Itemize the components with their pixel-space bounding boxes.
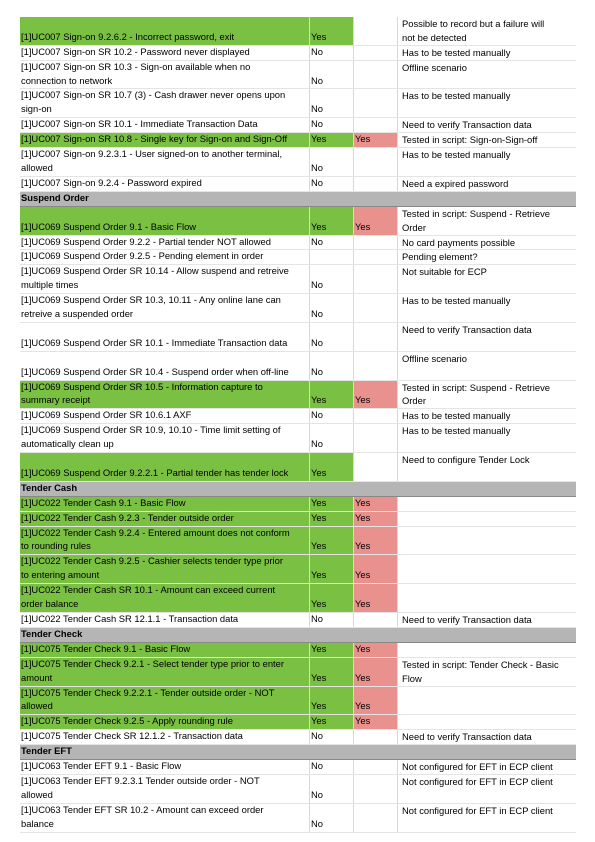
table-row xyxy=(20,409,576,424)
test-case-cell: [1]UC022 Tender Cash 9.1 - Basic Flow xyxy=(20,497,310,511)
automated-cell xyxy=(354,250,398,264)
section-title: Tender Cash xyxy=(21,481,78,493)
automatable-cell: No xyxy=(310,265,354,293)
automatable-cell: No xyxy=(310,804,354,832)
section-title: Tender EFT xyxy=(21,745,72,757)
table-row xyxy=(20,17,576,46)
comment-cell: Tested in script: Sign-on-Sign-off xyxy=(402,134,538,146)
table-row xyxy=(20,148,576,177)
automatable-cell: Yes xyxy=(310,658,354,686)
automated-cell: Yes xyxy=(354,687,398,715)
automated-cell xyxy=(354,760,398,774)
test-case-cell: [1]UC075 Tender Check 9.1 - Basic Flow xyxy=(20,643,310,657)
comment-cell: Not configured for EFT in ECP client xyxy=(402,804,553,816)
test-case-cell: [1]UC007 Sign-on 9.2.3.1 - User signed-on to another terminal, allowed xyxy=(20,148,310,176)
test-case-cell: [1]UC007 Sign-on SR 10.8 - Single key for Sign-on and Sign-Off xyxy=(20,133,310,147)
test-case-cell: [1]UC007 Sign-on 9.2.6.2 - Incorrect password, exit xyxy=(20,17,310,45)
automated-cell: Yes xyxy=(354,207,398,235)
test-case-cell: [1]UC069 Suspend Order 9.2.5 - Pending element in order xyxy=(20,250,310,264)
automatable-cell: No xyxy=(310,760,354,774)
comment-cell: Has to be tested manually xyxy=(402,295,511,307)
test-case-cell: [1]UC063 Tender EFT 9.1 - Basic Flow xyxy=(20,760,310,774)
comment-cell: Need to verify Transaction data xyxy=(402,731,532,743)
section-blank-cell xyxy=(310,745,354,759)
comment-cell: No card payments possible xyxy=(402,236,516,248)
automated-cell: Yes xyxy=(354,527,398,555)
test-case-cell: [1]UC075 Tender Check SR 12.1.2 - Transaction data xyxy=(20,730,310,744)
automated-cell xyxy=(354,46,398,60)
table-row xyxy=(20,265,576,294)
automatable-cell: No xyxy=(310,323,354,351)
automatable-cell: No xyxy=(310,177,354,191)
comment-cell: Not configured for EFT in ECP client xyxy=(402,761,553,773)
comment-cell: Need to verify Transaction data xyxy=(402,119,532,131)
automated-cell xyxy=(354,352,398,380)
automatable-cell: No xyxy=(310,61,354,89)
section-header xyxy=(20,628,576,643)
section-blank-cell xyxy=(310,482,354,496)
automated-cell xyxy=(354,177,398,191)
comment-cell xyxy=(398,527,576,555)
automatable-cell: No xyxy=(310,613,354,627)
comment-cell: Need a expired password xyxy=(402,177,509,189)
automatable-cell: No xyxy=(310,730,354,744)
automated-cell: Yes xyxy=(354,497,398,511)
automated-cell: Yes xyxy=(354,133,398,147)
automated-cell xyxy=(354,118,398,132)
comment-cell: Not configured for EFT in ECP client xyxy=(402,776,553,788)
table-row xyxy=(20,453,576,482)
table-row xyxy=(20,323,576,352)
comment-cell: Need to verify Transaction data xyxy=(402,613,532,625)
test-case-cell: [1]UC063 Tender EFT SR 10.2 - Amount can exceed order balance xyxy=(20,804,310,832)
automatable-cell: Yes xyxy=(310,497,354,511)
comment-cell: Has to be tested manually xyxy=(402,410,511,422)
automated-cell xyxy=(354,17,398,45)
section-blank-cell xyxy=(398,745,576,759)
automated-cell: Yes xyxy=(354,512,398,526)
automatable-cell: Yes xyxy=(310,555,354,583)
automated-cell xyxy=(354,804,398,832)
table-row xyxy=(20,512,576,527)
automatable-cell: Yes xyxy=(310,453,354,481)
table-row xyxy=(20,555,576,584)
automated-cell xyxy=(354,89,398,117)
comment-cell xyxy=(398,687,576,715)
test-case-cell: [1]UC022 Tender Cash 9.2.4 - Entered amount does not conform to rounding rules xyxy=(20,527,310,555)
table-row xyxy=(20,61,576,90)
test-case-cell: [1]UC022 Tender Cash 9.2.5 - Cashier selects tender type prior to entering amount xyxy=(20,555,310,583)
test-case-cell: [1]UC075 Tender Check 9.2.2.1 - Tender outside order - NOT allowed xyxy=(20,687,310,715)
automated-cell xyxy=(354,775,398,803)
test-case-cell: [1]UC069 Suspend Order SR 10.9, 10.10 - Time limit setting of automatically clean up xyxy=(20,424,310,452)
section-blank-cell xyxy=(354,192,398,206)
section-blank-cell xyxy=(354,745,398,759)
automatable-cell: Yes xyxy=(310,207,354,235)
automatable-cell: Yes xyxy=(310,527,354,555)
table-row xyxy=(20,424,576,453)
automated-cell xyxy=(354,61,398,89)
comment-cell: Possible to record but a failure will not be detected xyxy=(402,18,545,43)
automated-cell xyxy=(354,453,398,481)
table-row xyxy=(20,207,576,236)
test-case-cell: [1]UC069 Suspend Order 9.1 - Basic Flow xyxy=(20,207,310,235)
section-title: Suspend Order xyxy=(21,191,89,203)
comment-cell: Has to be tested manually xyxy=(402,46,511,58)
comment-cell: Offline scenario xyxy=(402,352,467,364)
table-row xyxy=(20,730,576,745)
table-row xyxy=(20,497,576,512)
comment-cell xyxy=(398,584,576,612)
automated-cell xyxy=(354,409,398,423)
automatable-cell: No xyxy=(310,775,354,803)
test-case-cell: [1]UC069 Suspend Order SR 10.1 - Immediate Transaction data xyxy=(20,323,310,351)
section-blank-cell xyxy=(310,192,354,206)
automatable-cell: Yes xyxy=(310,715,354,729)
test-case-cell: [1]UC075 Tender Check 9.2.5 - Apply rounding rule xyxy=(20,715,310,729)
automatable-cell: No xyxy=(310,409,354,423)
automated-cell xyxy=(354,265,398,293)
section-blank-cell xyxy=(310,628,354,642)
table-row xyxy=(20,177,576,192)
automated-cell: Yes xyxy=(354,555,398,583)
automatable-cell: Yes xyxy=(310,687,354,715)
section-blank-cell xyxy=(398,192,576,206)
section-header xyxy=(20,482,576,497)
test-case-cell: [1]UC069 Suspend Order SR 10.5 - Information capture to summary receipt xyxy=(20,381,310,409)
automatable-cell: Yes xyxy=(310,512,354,526)
section-blank-cell xyxy=(354,628,398,642)
automatable-cell: No xyxy=(310,294,354,322)
section-header xyxy=(20,745,576,760)
table-row xyxy=(20,133,576,148)
comment-cell xyxy=(398,643,576,657)
automatable-cell xyxy=(310,250,354,264)
automatable-cell: No xyxy=(310,236,354,250)
comment-cell: Need to configure Tender Lock xyxy=(402,454,530,465)
test-case-cell: [1]UC022 Tender Cash SR 10.1 - Amount can exceed current order balance xyxy=(20,584,310,612)
test-case-cell: [1]UC007 Sign-on SR 10.1 - Immediate Transaction Data xyxy=(20,118,310,132)
table-row xyxy=(20,643,576,658)
table-row xyxy=(20,236,576,251)
automated-cell: Yes xyxy=(354,643,398,657)
automatable-cell: No xyxy=(310,89,354,117)
test-case-cell: [1]UC069 Suspend Order 9.2.2.1 - Partial tender has tender lock xyxy=(20,453,310,481)
automated-cell xyxy=(354,613,398,627)
test-case-cell: [1]UC075 Tender Check 9.2.1 - Select tender type prior to enter amount xyxy=(20,658,310,686)
automated-cell: Yes xyxy=(354,658,398,686)
table-row xyxy=(20,250,576,265)
automated-cell: Yes xyxy=(354,381,398,409)
test-case-cell: [1]UC069 Suspend Order SR 10.6.1 AXF xyxy=(20,409,310,423)
comment-cell: Pending element? xyxy=(402,251,478,263)
automatable-cell: No xyxy=(310,352,354,380)
section-blank-cell xyxy=(354,482,398,496)
test-case-cell: [1]UC069 Suspend Order SR 10.14 - Allow suspend and retreive multiple times xyxy=(20,265,310,293)
test-case-cell: [1]UC063 Tender EFT 9.2.3.1 Tender outside order - NOT allowed xyxy=(20,775,310,803)
section-title: Tender Check xyxy=(21,627,83,639)
comment-cell: Has to be tested manually xyxy=(402,149,511,161)
table-row xyxy=(20,381,576,410)
automated-cell xyxy=(354,424,398,452)
comment-cell: Tested in script: Suspend - Retrieve Order xyxy=(402,207,550,233)
comment-cell: Need to verify Transaction data xyxy=(402,323,532,335)
automatable-cell: Yes xyxy=(310,643,354,657)
test-case-cell: [1]UC022 Tender Cash SR 12.1.1 - Transaction data xyxy=(20,613,310,627)
comment-cell xyxy=(398,497,576,511)
test-case-cell: [1]UC007 Sign-on SR 10.7 (3) - Cash drawer never opens upon sign-on xyxy=(20,89,310,117)
automated-cell: Yes xyxy=(354,584,398,612)
table-row xyxy=(20,715,576,730)
automatable-cell: No xyxy=(310,424,354,452)
comment-cell: Has to be tested manually xyxy=(402,90,511,102)
table-row xyxy=(20,584,576,613)
table-row xyxy=(20,294,576,323)
test-case-table xyxy=(20,17,576,833)
comment-cell xyxy=(398,715,576,729)
automatable-cell: No xyxy=(310,118,354,132)
automatable-cell: Yes xyxy=(310,133,354,147)
section-header xyxy=(20,192,576,207)
comment-cell: Not suitable for ECP xyxy=(402,266,487,278)
table-row xyxy=(20,89,576,118)
comment-cell: Offline scenario xyxy=(402,61,467,73)
test-case-cell: [1]UC022 Tender Cash 9.2.3 - Tender outside order xyxy=(20,512,310,526)
table-row xyxy=(20,775,576,804)
section-blank-cell xyxy=(398,482,576,496)
automatable-cell: No xyxy=(310,46,354,60)
test-case-cell: [1]UC007 Sign-on SR 10.2 - Password never displayed xyxy=(20,46,310,60)
test-case-cell: [1]UC007 Sign-on 9.2.4 - Password expired xyxy=(20,177,310,191)
table-row xyxy=(20,658,576,687)
automatable-cell: Yes xyxy=(310,17,354,45)
comment-cell: Tested in script: Suspend - Retrieve Order xyxy=(402,381,550,407)
test-case-cell: [1]UC007 Sign-on SR 10.3 - Sign-on available when no connection to network xyxy=(20,61,310,89)
table-row xyxy=(20,804,576,833)
test-case-cell: [1]UC069 Suspend Order SR 10.4 - Suspend order when off-line xyxy=(20,352,310,380)
table-row xyxy=(20,687,576,716)
comment-cell xyxy=(398,555,576,583)
table-row xyxy=(20,527,576,556)
automated-cell xyxy=(354,323,398,351)
automated-cell xyxy=(354,294,398,322)
automated-cell xyxy=(354,236,398,250)
comment-cell xyxy=(398,512,576,526)
table-row xyxy=(20,760,576,775)
comment-cell: Tested in script: Tender Check - Basic Flow xyxy=(402,658,559,684)
comment-cell: Has to be tested manually xyxy=(402,425,511,437)
test-case-cell: [1]UC069 Suspend Order 9.2.2 - Partial tender NOT allowed xyxy=(20,236,310,250)
table-row xyxy=(20,613,576,628)
automatable-cell: Yes xyxy=(310,381,354,409)
automated-cell xyxy=(354,148,398,176)
section-blank-cell xyxy=(398,628,576,642)
table-row xyxy=(20,352,576,381)
table-row xyxy=(20,46,576,61)
automated-cell: Yes xyxy=(354,715,398,729)
automatable-cell: No xyxy=(310,148,354,176)
test-case-cell: [1]UC069 Suspend Order SR 10.3, 10.11 - Any online lane can retreive a suspended order xyxy=(20,294,310,322)
automated-cell xyxy=(354,730,398,744)
automatable-cell: Yes xyxy=(310,584,354,612)
table-row xyxy=(20,118,576,133)
